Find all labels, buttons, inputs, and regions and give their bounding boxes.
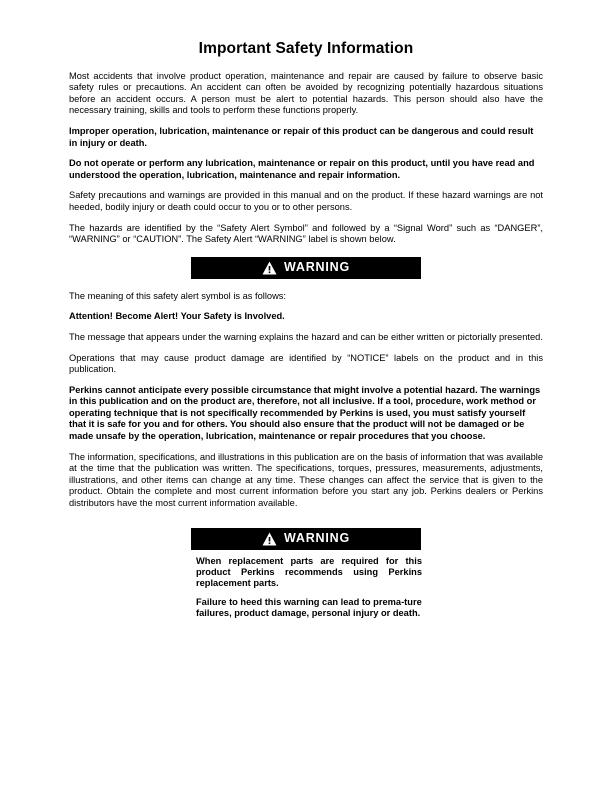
paragraph-hazard-identification: The hazards are identified by the “Safety Alert Symbol” and followed by a “Signal Word” such as “DANGER”, “WARNING” or “CAUTION”. The Safety Alert “WARNING” label is shown below. <box>69 222 543 245</box>
alert-triangle-icon <box>262 261 277 275</box>
paragraph-information-specifications: The information, specifications, and illustrations in this publication are on the basis of information that was available at the time that the publication was written. The specifications, torques, pressures, measurements, adjustments, illustrations, and other items can change at any time. These changes can affect the service that is given to the product. Obtain the complete and most current information before you start any job. Perkins dealers or Perkins distributors have the most current information available. <box>69 451 543 509</box>
paragraph-message-explanation: The message that appears under the warning explains the hazard and can be either written or pictorially presented. <box>69 331 543 342</box>
warning-banner-label: WARNING <box>283 260 350 275</box>
paragraph-attention-become-alert: Attention! Become Alert! Your Safety is Involved. <box>69 311 285 322</box>
paragraph-symbol-meaning: The meaning of this safety alert symbol is as follows: <box>69 290 287 301</box>
warning-banner-label: WARNING <box>283 531 350 546</box>
paragraph-safety-precautions: Safety precautions and warnings are provided in this manual and on the product. If these hazard warnings are not heeded, bodily injury or death could occur to you or to other persons. <box>69 190 543 212</box>
paragraph-improper-operation-warning: Improper operation, lubrication, maintenance or repair of this product can be dangerous and could result in injury or death. <box>69 125 534 148</box>
page-content <box>69 40 543 620</box>
warning-banner-primary <box>191 257 421 279</box>
paragraph-notice-labels: Operations that may cause product damage are identified by “NOTICE” labels on the product and in this publication. <box>69 352 543 375</box>
warning-body-text <box>190 556 422 620</box>
warning-text-replacement-parts: When replacement parts are required for this product Perkins recommends using Perkins replacement parts. <box>196 555 422 589</box>
warning-banner-replacement-parts <box>191 528 421 550</box>
warning-text-failure-to-heed: Failure to heed this warning can lead to prema-ture failures, product damage, personal injury or death. <box>196 596 422 619</box>
paragraph-intro: Most accidents that involve product operation, maintenance and repair are caused by failure to observe basic safety rules or precautions. An accident can often be avoided by recognizing potentially hazardous situations before an accident occurs. A person must be alert to potential hazards. This person should also have the necessary training, skills and tools to perform these functions properly. <box>69 70 543 116</box>
alert-triangle-icon <box>262 532 277 546</box>
paragraph-perkins-disclaimer: Perkins cannot anticipate every possible circumstance that might involve a potential hazard. The warnings in this publication and on the product are, therefore, not all inclusive. If a tool, procedure, work method or operating technique that is not specifically recommended by Perkins is used, you must satisfy yourself that it is safe for you and for others. You should also ensure that the product will not be damaged or be made unsafe by the operation, lubrication, maintenance or repair procedures that you choose. <box>69 384 541 442</box>
paragraph-do-not-operate-warning: Do not operate or perform any lubrication, maintenance or repair on this product, until you have read and understood the operation, lubrication, maintenance and repair information. <box>69 158 535 180</box>
page-title: Important Safety Information <box>198 40 414 57</box>
